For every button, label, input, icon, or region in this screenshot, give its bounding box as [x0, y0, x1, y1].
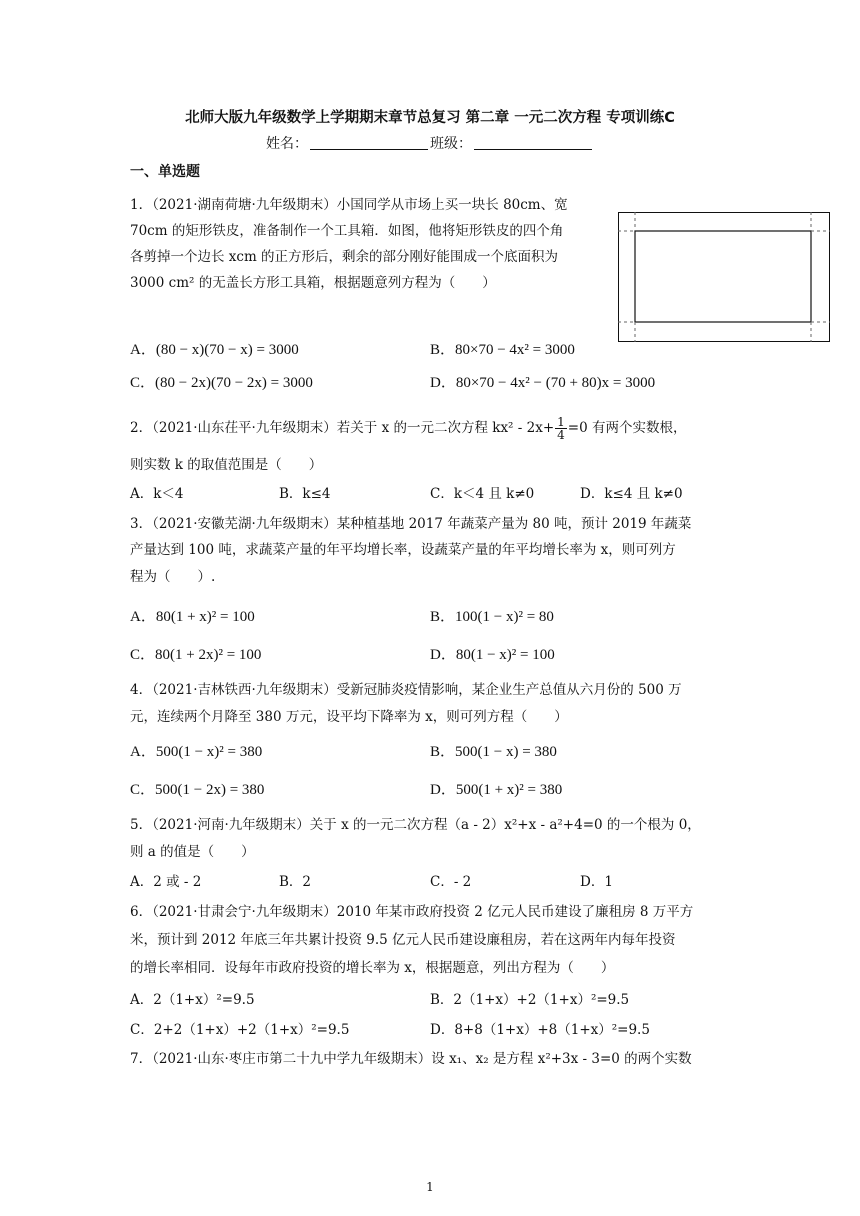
- q1-option-d[interactable]: D．80×70 − 4x² − (70 + 80)x = 3000: [430, 375, 656, 391]
- q3-line-3: 程为（ ）.: [130, 569, 216, 585]
- q4-option-c[interactable]: C．500(1 − 2x) = 380: [130, 782, 265, 798]
- student-info: [0, 133, 860, 153]
- q5-option-a[interactable]: A．2 或 - 2: [130, 874, 202, 890]
- q1-option-b[interactable]: B．80×70 − 4x² = 3000: [430, 342, 575, 358]
- q2-option-a[interactable]: A．k＜4: [130, 486, 184, 502]
- q1-line-2: 70cm 的矩形铁皮，准备制作一个工具箱．如图，他将矩形铁皮的四个角: [130, 223, 564, 239]
- q5-option-b[interactable]: B．2: [279, 874, 312, 890]
- q1-line-1: 1．（2021·湖南荷塘·九年级期末）小国同学从市场上买一块长 80cm、宽: [130, 197, 568, 213]
- document-title: 北师大版九年级数学上学期期末章节总复习 第二章 一元二次方程 专项训练C: [185, 110, 675, 126]
- q3-option-b[interactable]: B．100(1 − x)² = 80: [430, 609, 554, 625]
- q3-line-1: 3．（2021·安徽芜湖·九年级期末）某种植基地 2017 年蔬菜产量为 80 吨，预计 2019 年蔬菜: [130, 516, 692, 532]
- q6-option-b[interactable]: B．2（1+x）+2（1+x）²=9.5: [430, 992, 630, 1008]
- name-blank[interactable]: [310, 135, 428, 150]
- q6-option-a[interactable]: A．2（1+x）²=9.5: [130, 992, 255, 1008]
- q2-option-b[interactable]: B．k≤4: [279, 486, 331, 502]
- q4-line-1: 4．（2021·吉林铁西·九年级期末）受新冠肺炎疫情影响，某企业生产总值从六月份的 500 万: [130, 682, 682, 698]
- q4-option-b[interactable]: B．500(1 − x) = 380: [430, 744, 557, 760]
- q1-option-a[interactable]: A．(80 − x)(70 − x) = 3000: [130, 342, 299, 358]
- q1-line-4: 3000 cm² 的无盖长方形工具箱，根据题意列方程为（ ）: [130, 275, 496, 291]
- q1-diagram: [618, 212, 830, 342]
- section-heading: 一、单选题: [130, 164, 200, 180]
- q3-option-a[interactable]: A．80(1 + x)² = 100: [130, 609, 255, 625]
- q1-line-3: 各剪掉一个边长 xcm 的正方形后，剩余的部分刚好能围成一个底面积为: [130, 249, 559, 265]
- class-label: 班级：: [430, 136, 472, 152]
- q5-line-2: 则 a 的值是（ ）: [130, 844, 255, 860]
- q7-line-1: 7．（2021·山东·枣庄市第二十九中学九年级期末）设 x₁、x₂ 是方程 x²+3x - 3=0 的两个实数: [130, 1051, 692, 1067]
- q3-option-c[interactable]: C．80(1 + 2x)² = 100: [130, 647, 262, 663]
- q4-line-2: 元，连续两个月降至 380 万元，设平均下降率为 x，则可列方程（ ）: [130, 709, 568, 725]
- name-label: 姓名：: [266, 136, 308, 152]
- q3-line-2: 产量达到 100 吨，求蔬菜产量的年平均增长率，设蔬菜产量的年平均增长率为 x，则可列方: [130, 542, 676, 558]
- q6-option-c[interactable]: C．2+2（1+x）+2（1+x）²=9.5: [130, 1022, 350, 1038]
- q2-line-1: [130, 416, 686, 441]
- q2-line-1-pre: 2．（2021·山东茌平·九年级期末）若关于 x 的一元二次方程 kx² - 2x+: [130, 420, 555, 436]
- q5-option-c[interactable]: C．- 2: [430, 874, 472, 890]
- q6-line-1: 6．（2021·甘肃会宁·九年级期末）2010 年某市政府投资 2 亿元人民币建设了廉租房 8 万平方: [130, 904, 694, 920]
- q5-option-d[interactable]: D．1: [580, 874, 613, 890]
- q2-option-d[interactable]: D．k≤4 且 k≠0: [580, 486, 683, 502]
- q2-line-1-post: =0 有两个实数根，: [567, 420, 687, 436]
- q3-option-d[interactable]: D．80(1 − x)² = 100: [430, 647, 555, 663]
- q2-line-2: 则实数 k 的取值范围是（ ）: [130, 457, 323, 473]
- q1-option-c[interactable]: C．(80 − 2x)(70 − 2x) = 3000: [130, 375, 313, 391]
- q6-line-2: 米，预计到 2012 年底三年共累计投资 9.5 亿元人民币建设廉租房，若在这两年内每年投资: [130, 932, 676, 948]
- q2-fraction-numerator: 1: [557, 415, 565, 429]
- q6-option-d[interactable]: D．8+8（1+x）+8（1+x）²=9.5: [430, 1022, 650, 1038]
- q6-line-3: 的增长率相同．设每年市政府投资的增长率为 x，根据题意，列出方程为（ ）: [130, 960, 615, 976]
- q5-line-1: 5．（2021·河南·九年级期末）关于 x 的一元二次方程（a - 2）x²+x - a²+4=0 的一个根为 0，: [130, 817, 701, 833]
- q4-option-d[interactable]: D．500(1 + x)² = 380: [430, 782, 563, 798]
- q2-fraction: [555, 416, 567, 441]
- class-blank[interactable]: [474, 135, 592, 150]
- q4-option-a[interactable]: A．500(1 − x)² = 380: [130, 744, 263, 760]
- q2-option-c[interactable]: C．k＜4 且 k≠0: [430, 486, 535, 502]
- q2-fraction-denominator: 4: [557, 428, 565, 442]
- page-number: 1: [426, 1180, 434, 1194]
